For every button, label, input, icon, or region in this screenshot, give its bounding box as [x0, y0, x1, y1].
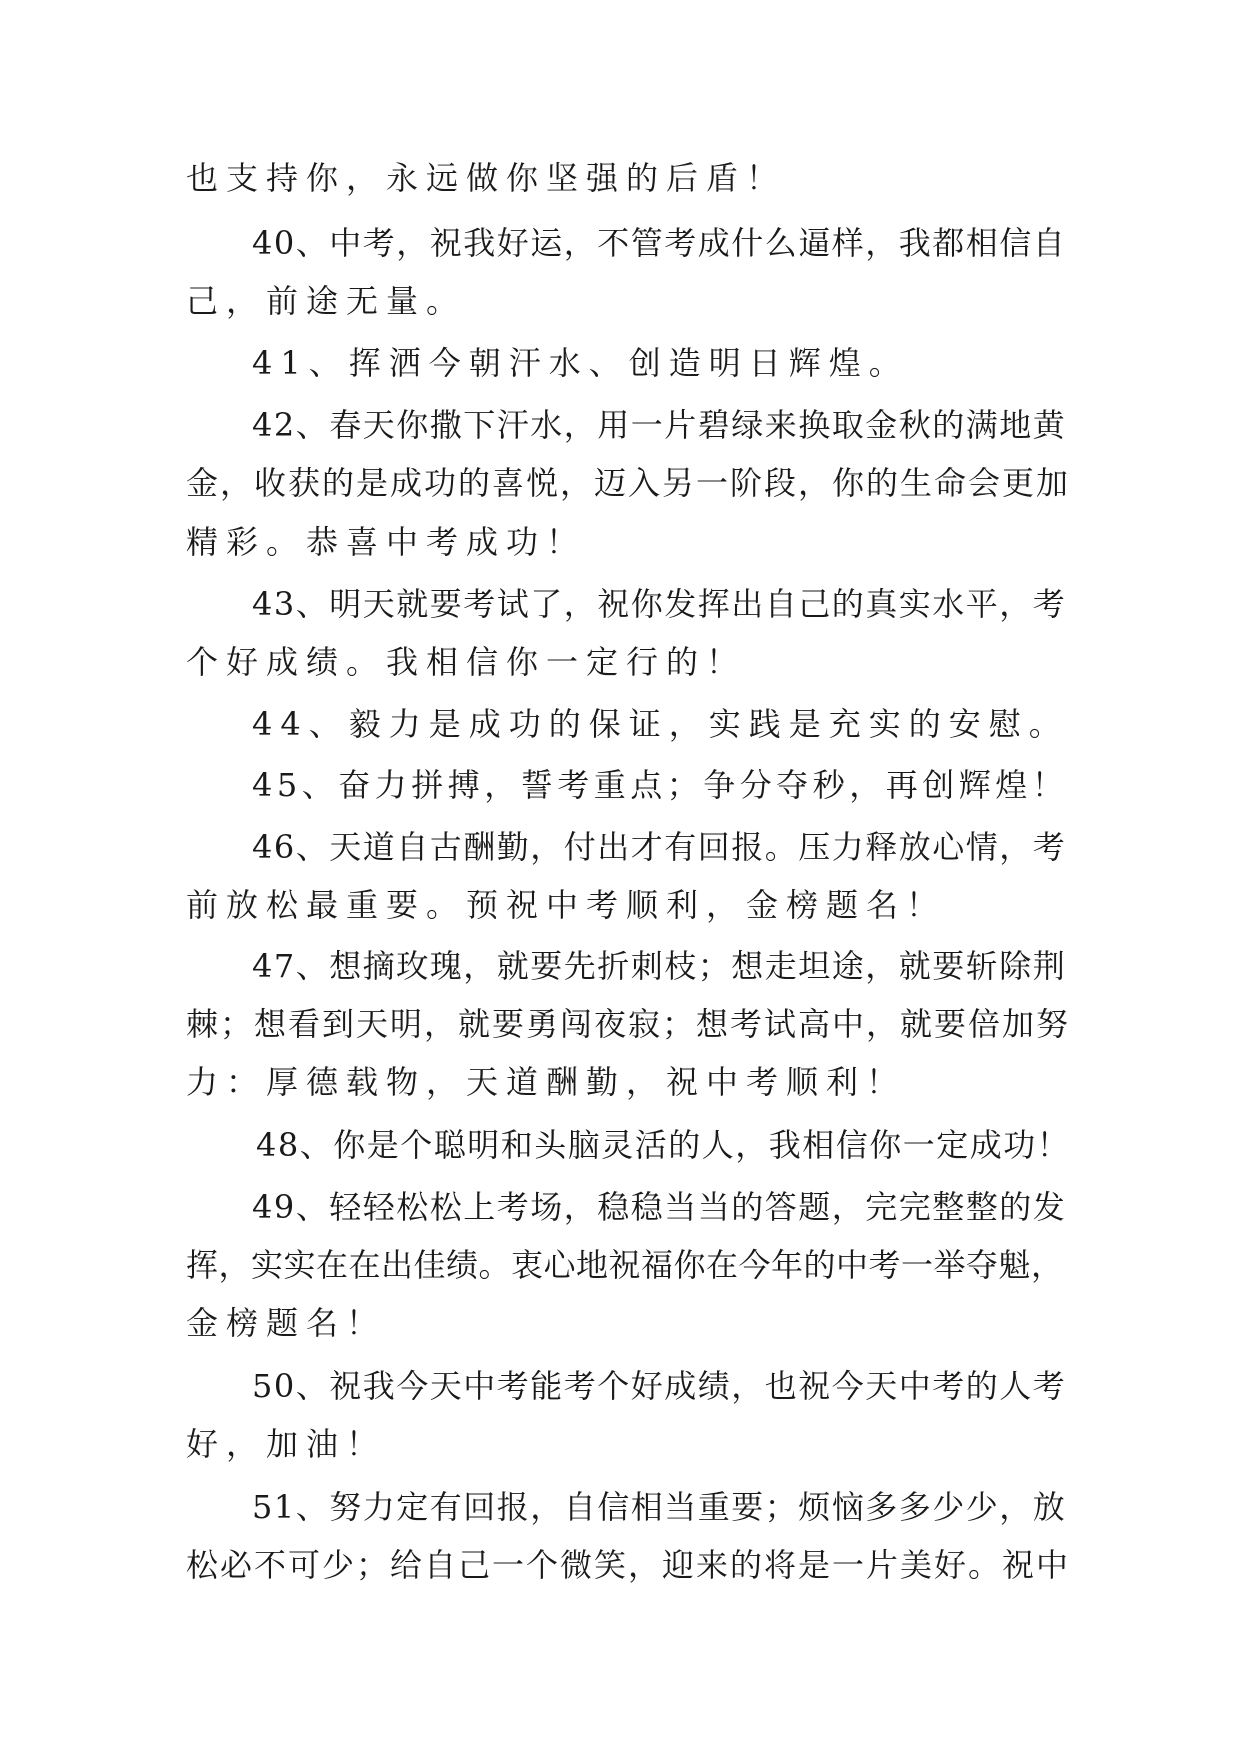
text-line: 松必不可少；给自己一个微笑，迎来的将是一片美好。祝中	[186, 1546, 1071, 1584]
text-line: 精彩。恭喜中考成功！	[186, 523, 587, 561]
text-line: 46、天道自古酬勤，付出才有回报。压力释放心情，考	[252, 828, 1067, 866]
text-line: 44、毅力是成功的保证，实践是充实的安慰。	[252, 705, 1069, 743]
text-line: 好，加油！	[186, 1425, 387, 1463]
text-line: 42、春天你撒下汗水，用一片碧绿来换取金秋的满地黄	[252, 406, 1067, 444]
text-line: 43、明天就要考试了，祝你发挥出自己的真实水平，考	[252, 585, 1067, 623]
text-line: 也支持你，永远做你坚强的后盾！	[186, 159, 787, 197]
text-line: 40、中考，祝我好运，不管考成什么逼样，我都相信自	[252, 224, 1067, 262]
text-line: 挥，实实在在出佳绩。衷心地祝福你在今年的中考一举夺魁，	[186, 1246, 1064, 1284]
text-line: 51、努力定有回报，自信相当重要；烦恼多多少少，放	[252, 1488, 1067, 1526]
text-line: 金，收获的是成功的喜悦，迈入另一阶段，你的生命会更加	[186, 464, 1071, 502]
text-line: 棘；想看到天明，就要勇闯夜寂；想考试高中，就要倍加努	[186, 1005, 1071, 1043]
text-line: 力：厚德载物，天道酬勤，祝中考顺利！	[186, 1063, 907, 1101]
text-line: 前放松最重要。预祝中考顺利，金榜题名！	[186, 886, 947, 924]
text-line: 己，前途无量。	[186, 282, 467, 320]
text-line: 50、祝我今天中考能考个好成绩，也祝今天中考的人考	[252, 1367, 1067, 1405]
text-line: 个好成绩。我相信你一定行的！	[186, 643, 747, 681]
text-line: 41、挥洒今朝汗水、创造明日辉煌。	[252, 344, 909, 382]
text-line: 49、轻轻松松上考场，稳稳当当的答题，完完整整的发	[252, 1188, 1067, 1226]
text-line: 金榜题名！	[186, 1304, 387, 1342]
text-line: 48、你是个聪明和头脑灵活的人，我相信你一定成功！	[256, 1126, 1071, 1164]
text-line: 47、想摘玫瑰，就要先折刺枝；想走坦途，就要斩除荆	[252, 947, 1067, 985]
text-line: 45、奋力拼搏，誓考重点；争分夺秒，再创辉煌！	[252, 766, 1069, 804]
